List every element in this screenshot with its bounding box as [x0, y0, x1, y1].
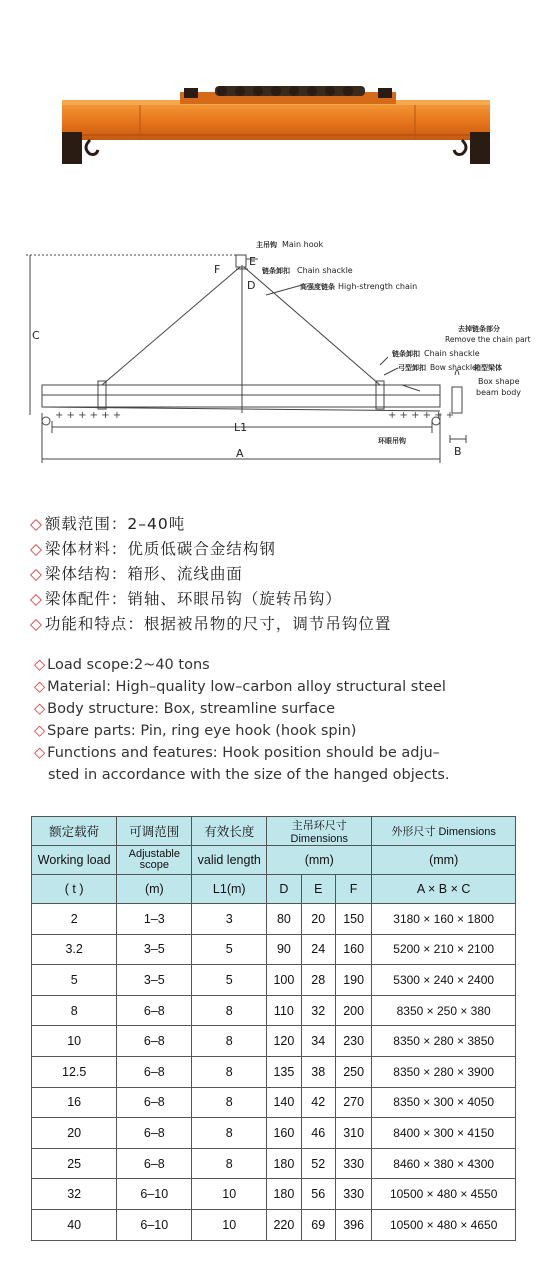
col-head-outer-cn: 外形尺寸 Dimensions [372, 817, 516, 846]
table-header-row [32, 817, 516, 846]
table-cell: 3–5 [117, 965, 192, 996]
table-cell: 10500 × 480 × 4550 [372, 1179, 516, 1210]
table-cell: 2 [32, 904, 117, 935]
svg-text:+ + + + + +: + + + + + + [388, 410, 455, 421]
label-l1: L1 [234, 421, 248, 434]
table-cell: 69 [301, 1209, 335, 1240]
feature-cn-item: ◇ 梁体材料：优质低碳合金结构钢 [30, 540, 276, 558]
table-cell: 160 [335, 934, 371, 965]
feature-en-item: ◇ Body structure: Box, streamline surface [34, 701, 336, 717]
col-head-load-unit: ( t ) [32, 875, 117, 904]
table-cell: 20 [301, 904, 335, 935]
table-cell: 310 [335, 1118, 371, 1149]
table-cell: 5 [192, 934, 267, 965]
table-cell: 6–8 [117, 1148, 192, 1179]
col-head-scope-cn: 可调范围 [117, 817, 192, 846]
table-cell: 250 [335, 1056, 371, 1087]
table-cell: 8350 × 300 × 4050 [372, 1087, 516, 1118]
table-cell: 52 [301, 1148, 335, 1179]
table-cell: 10 [192, 1179, 267, 1210]
box-beam-en-2: beam body [476, 388, 522, 397]
beam-body [62, 92, 490, 140]
table-cell: 46 [301, 1118, 335, 1149]
table-cell: 32 [301, 995, 335, 1026]
table-cell: 8 [192, 1118, 267, 1149]
col-head-ring-cn: 主吊环尺寸 Dimensions [267, 817, 372, 846]
label-b: B [454, 445, 462, 458]
table-cell: 5 [192, 965, 267, 996]
table-cell: 190 [335, 965, 371, 996]
diamond-bullet-icon: ◇ [30, 540, 43, 558]
main-hook-en: Main hook [282, 240, 324, 249]
table-cell: 80 [267, 904, 301, 935]
table-cell: 8 [192, 1026, 267, 1057]
chain-shackle-cn: 链条卸扣 [262, 267, 290, 275]
table-cell: 8 [192, 1056, 267, 1087]
table-cell: 140 [267, 1087, 301, 1118]
table-cell: 8350 × 280 × 3900 [372, 1056, 516, 1087]
table-cell: 16 [32, 1087, 117, 1118]
table-cell: 8460 × 380 × 4300 [372, 1148, 516, 1179]
table-cell: 6–8 [117, 1026, 192, 1057]
beam-body-cn: 箱型梁体 [474, 364, 502, 372]
col-head-outer-unit: (mm) [372, 846, 516, 875]
label-f: F [214, 263, 221, 276]
high-strength-chain-en: High-strength chain [338, 282, 418, 291]
table-cell: 8400 × 300 × 4150 [372, 1118, 516, 1149]
table-row [32, 1026, 516, 1057]
table-row [32, 1148, 516, 1179]
chain-shackle2-cn: 链条卸扣 [392, 350, 420, 358]
label-a: A [236, 447, 244, 460]
feature-cn-item: ◇ 梁体结构：箱形、流线曲面 [30, 565, 243, 583]
table-row [32, 1087, 516, 1118]
table-cell: 8350 × 250 × 380 [372, 995, 516, 1026]
table-cell: 3–5 [117, 934, 192, 965]
table-cell: 230 [335, 1026, 371, 1057]
features-cn-list [30, 512, 391, 637]
table-cell: 330 [335, 1148, 371, 1179]
table-cell: 90 [267, 934, 301, 965]
spec-table [31, 816, 516, 1241]
table-cell: 12.5 [32, 1056, 117, 1087]
label-c: C [32, 329, 40, 342]
table-cell: 8350 × 280 × 3850 [372, 1026, 516, 1057]
table-cell: 20 [32, 1118, 117, 1149]
diamond-bullet-icon: ◇ [34, 701, 46, 717]
col-head-length-en: valid length [192, 846, 267, 875]
table-cell: 8 [192, 995, 267, 1026]
table-cell: 10 [192, 1209, 267, 1240]
table-cell: 270 [335, 1087, 371, 1118]
table-cell: 3 [192, 904, 267, 935]
table-cell: 10 [32, 1026, 117, 1057]
col-head-load-cn: 额定载荷 [32, 817, 117, 846]
table-cell: 24 [301, 934, 335, 965]
table-cell: 3180 × 160 × 1800 [372, 904, 516, 935]
table-cell: 8 [32, 995, 117, 1026]
feature-en-item: ◇ Load scope:2~40 tons [34, 657, 210, 673]
table-cell: 6–8 [117, 995, 192, 1026]
high-strength-chain-cn: 高强度链条 [300, 283, 335, 291]
table-cell: 8 [192, 1148, 267, 1179]
table-row [32, 1118, 516, 1149]
col-head-f: F [335, 875, 371, 904]
col-head-scope-en: Adjustable scope [117, 846, 192, 875]
table-cell: 135 [267, 1056, 301, 1087]
main-hook-cn: 主吊钩 [256, 241, 277, 249]
table-cell: 40 [32, 1209, 117, 1240]
table-cell: 38 [301, 1056, 335, 1087]
table-cell: 330 [335, 1179, 371, 1210]
label-e: E [249, 255, 256, 268]
table-cell: 6–8 [117, 1056, 192, 1087]
col-head-d: D [267, 875, 301, 904]
diamond-bullet-icon: ◇ [34, 679, 46, 695]
diamond-bullet-icon: ◇ [34, 723, 46, 739]
col-head-load-en: Working load [32, 846, 117, 875]
table-row [32, 934, 516, 965]
table-cell: 6–8 [117, 1118, 192, 1149]
remove-chain-en: Remove the chain part [445, 335, 531, 344]
feature-cn-item: ◇ 额载范围：2–40吨 [30, 515, 186, 533]
ring-hook-cn: 环眼吊钩 [378, 437, 406, 445]
table-cell: 180 [267, 1148, 301, 1179]
table-cell: 10500 × 480 × 4650 [372, 1209, 516, 1240]
remove-chain-cn: 去掉链条部分 [458, 325, 500, 333]
box-beam-en-1: Box shape [478, 377, 520, 386]
beam-outline [42, 385, 440, 407]
table-cell: 5 [32, 965, 117, 996]
feature-en-item: ◇ Material: High–quality low–carbon alloy structural steel [34, 679, 446, 695]
col-head-axbxc: A × B × C [372, 875, 516, 904]
beam-marks [55, 410, 454, 421]
table-cell: 150 [335, 904, 371, 935]
diamond-bullet-icon: ◇ [34, 657, 46, 673]
diamond-bullet-icon: ◇ [34, 745, 46, 761]
feature-cn-item: ◇ 功能和特点：根据被吊物的尺寸，调节吊钩位置 [30, 615, 392, 633]
table-cell: 5300 × 240 × 2400 [372, 965, 516, 996]
feature-cn-item: ◇ 梁体配件：销轴、环眼吊钩（旋转吊钩） [30, 590, 342, 608]
table-cell: 160 [267, 1118, 301, 1149]
main-hook-shape [236, 255, 246, 267]
table-cell: 120 [267, 1026, 301, 1057]
technical-diagram [0, 225, 541, 475]
feature-en-continuation: sted in accordance with the size of the hanged objects. [48, 767, 450, 783]
table-cell: 56 [301, 1179, 335, 1210]
chain-shackle2-en: Chain shackle [424, 349, 480, 358]
label-d: D [247, 279, 256, 292]
col-head-length-unit: L1(m) [192, 875, 267, 904]
svg-text:+ + + + + +: + + + + + + [55, 410, 122, 421]
table-cell: 396 [335, 1209, 371, 1240]
table-cell: 180 [267, 1179, 301, 1210]
table-cell: 25 [32, 1148, 117, 1179]
table-row [32, 904, 516, 935]
table-cell: 6–8 [117, 1087, 192, 1118]
table-cell: 42 [301, 1087, 335, 1118]
diamond-bullet-icon: ◇ [30, 515, 43, 533]
diamond-bullet-icon: ◇ [30, 615, 43, 633]
diamond-bullet-icon: ◇ [30, 565, 43, 583]
table-cell: 32 [32, 1179, 117, 1210]
table-header-row [32, 875, 516, 904]
table-cell: 200 [335, 995, 371, 1026]
bow-shackle-en: Bow shackle [430, 363, 477, 372]
chain-shackle-en: Chain shackle [297, 266, 353, 275]
table-row [32, 995, 516, 1026]
table-cell: 100 [267, 965, 301, 996]
col-head-e: E [301, 875, 335, 904]
col-head-ring-unit: (mm) [267, 846, 372, 875]
bow-shackle-cn: 弓型卸扣 [398, 364, 426, 372]
table-cell: 3.2 [32, 934, 117, 965]
product-photo [0, 0, 541, 200]
col-head-length-cn: 有效长度 [192, 817, 267, 846]
table-cell: 6–10 [117, 1179, 192, 1210]
table-row [32, 1209, 516, 1240]
table-row [32, 1179, 516, 1210]
table-header-row [32, 846, 516, 875]
table-cell: 1–3 [117, 904, 192, 935]
table-row [32, 1056, 516, 1087]
table-cell: 28 [301, 965, 335, 996]
feature-en-item: ◇ Spare parts: Pin, ring eye hook (hook spin) [34, 723, 357, 739]
table-cell: 5200 × 210 × 2100 [372, 934, 516, 965]
table-cell: 6–10 [117, 1209, 192, 1240]
table-cell: 220 [267, 1209, 301, 1240]
diamond-bullet-icon: ◇ [30, 590, 43, 608]
chain-left [102, 267, 240, 385]
features-en-list [34, 654, 450, 786]
col-head-scope-unit: (m) [117, 875, 192, 904]
table-cell: 34 [301, 1026, 335, 1057]
feature-en-item: ◇ Functions and features: Hook position should be adju– [34, 745, 440, 761]
table-cell: 8 [192, 1087, 267, 1118]
table-row [32, 965, 516, 996]
table-cell: 110 [267, 995, 301, 1026]
